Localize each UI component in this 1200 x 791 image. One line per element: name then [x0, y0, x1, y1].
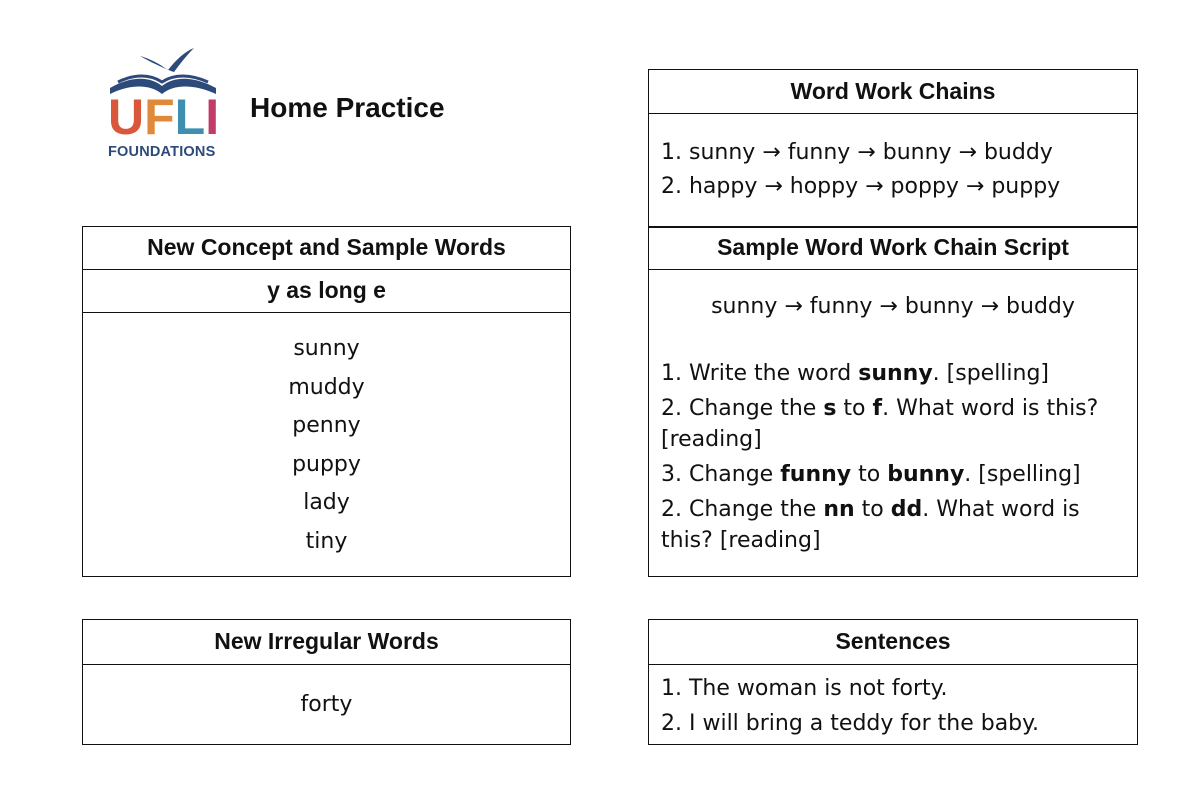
irregular-word-list	[83, 665, 570, 725]
sample-word: sunny	[293, 336, 360, 361]
step-bold: dd	[890, 497, 923, 522]
sentence-item: 1. The woman is not forty.	[661, 676, 948, 701]
chain-list	[649, 114, 1137, 204]
new-concept-box	[82, 226, 571, 577]
ufli-logo	[104, 44, 220, 164]
sample-word-list	[83, 313, 570, 561]
script-step	[661, 358, 1127, 389]
chain-script-box	[648, 226, 1138, 577]
concept-label: y as long e	[83, 270, 570, 313]
step-text: 2. Change the	[661, 396, 824, 421]
step-text: . [spelling]	[932, 361, 1050, 386]
script-step	[661, 494, 1127, 556]
page-title: Home Practice	[250, 92, 445, 123]
sentences-title: Sentences	[649, 620, 1137, 665]
sample-word: muddy	[288, 374, 365, 400]
step-text: 2. Change the	[661, 497, 824, 522]
script-steps	[649, 358, 1137, 556]
step-text: . [spelling]	[964, 462, 1081, 487]
script-chain: sunny → funny → bunny → buddy	[711, 294, 1075, 319]
sentence-item: 2. I will bring a teddy for the baby.	[661, 711, 1040, 736]
sentences-box	[648, 619, 1138, 745]
sample-word: lady	[303, 490, 350, 515]
sample-word: penny	[292, 413, 361, 438]
step-bold: f	[872, 396, 883, 421]
word-work-chains-title: Word Work Chains	[649, 70, 1137, 114]
irregular-word: forty	[300, 692, 353, 717]
step-text: 1. Write the word	[661, 361, 859, 386]
word-work-chains-box	[648, 69, 1138, 228]
new-concept-title: New Concept and Sample Words	[83, 227, 570, 270]
logo-letter-l: L	[174, 89, 206, 145]
step-text: to	[836, 396, 873, 421]
logo-letter-i: I	[205, 89, 220, 145]
sample-word: tiny	[305, 528, 348, 554]
logo-wordmark	[108, 89, 220, 145]
step-bold: sunny	[858, 361, 933, 386]
logo-subtitle: FOUNDATIONS	[108, 144, 216, 160]
step-text: . What word is this? [reading]	[661, 497, 1080, 553]
sentence-list	[649, 665, 1137, 741]
logo-letter-f: F	[144, 89, 175, 145]
step-bold: funny	[780, 462, 852, 487]
step-text: . What word is this? [reading]	[661, 396, 1099, 452]
step-text: 3. Change	[661, 462, 781, 487]
irregular-words-title: New Irregular Words	[83, 620, 570, 665]
chain-item: 1. sunny → funny → bunny → buddy	[661, 140, 1053, 165]
script-step	[661, 393, 1127, 455]
chain-item: 2. happy → hoppy → poppy → puppy	[661, 174, 1061, 199]
step-text: to	[854, 497, 891, 522]
step-bold: nn	[823, 497, 855, 522]
sample-word: puppy	[292, 451, 361, 477]
logo-letter-u: U	[108, 89, 145, 145]
irregular-words-box	[82, 619, 571, 745]
step-bold: s	[823, 396, 837, 421]
script-step	[661, 459, 1127, 490]
step-text: to	[851, 462, 888, 487]
step-bold: bunny	[887, 462, 965, 487]
chain-script-title: Sample Word Work Chain Script	[649, 227, 1137, 270]
